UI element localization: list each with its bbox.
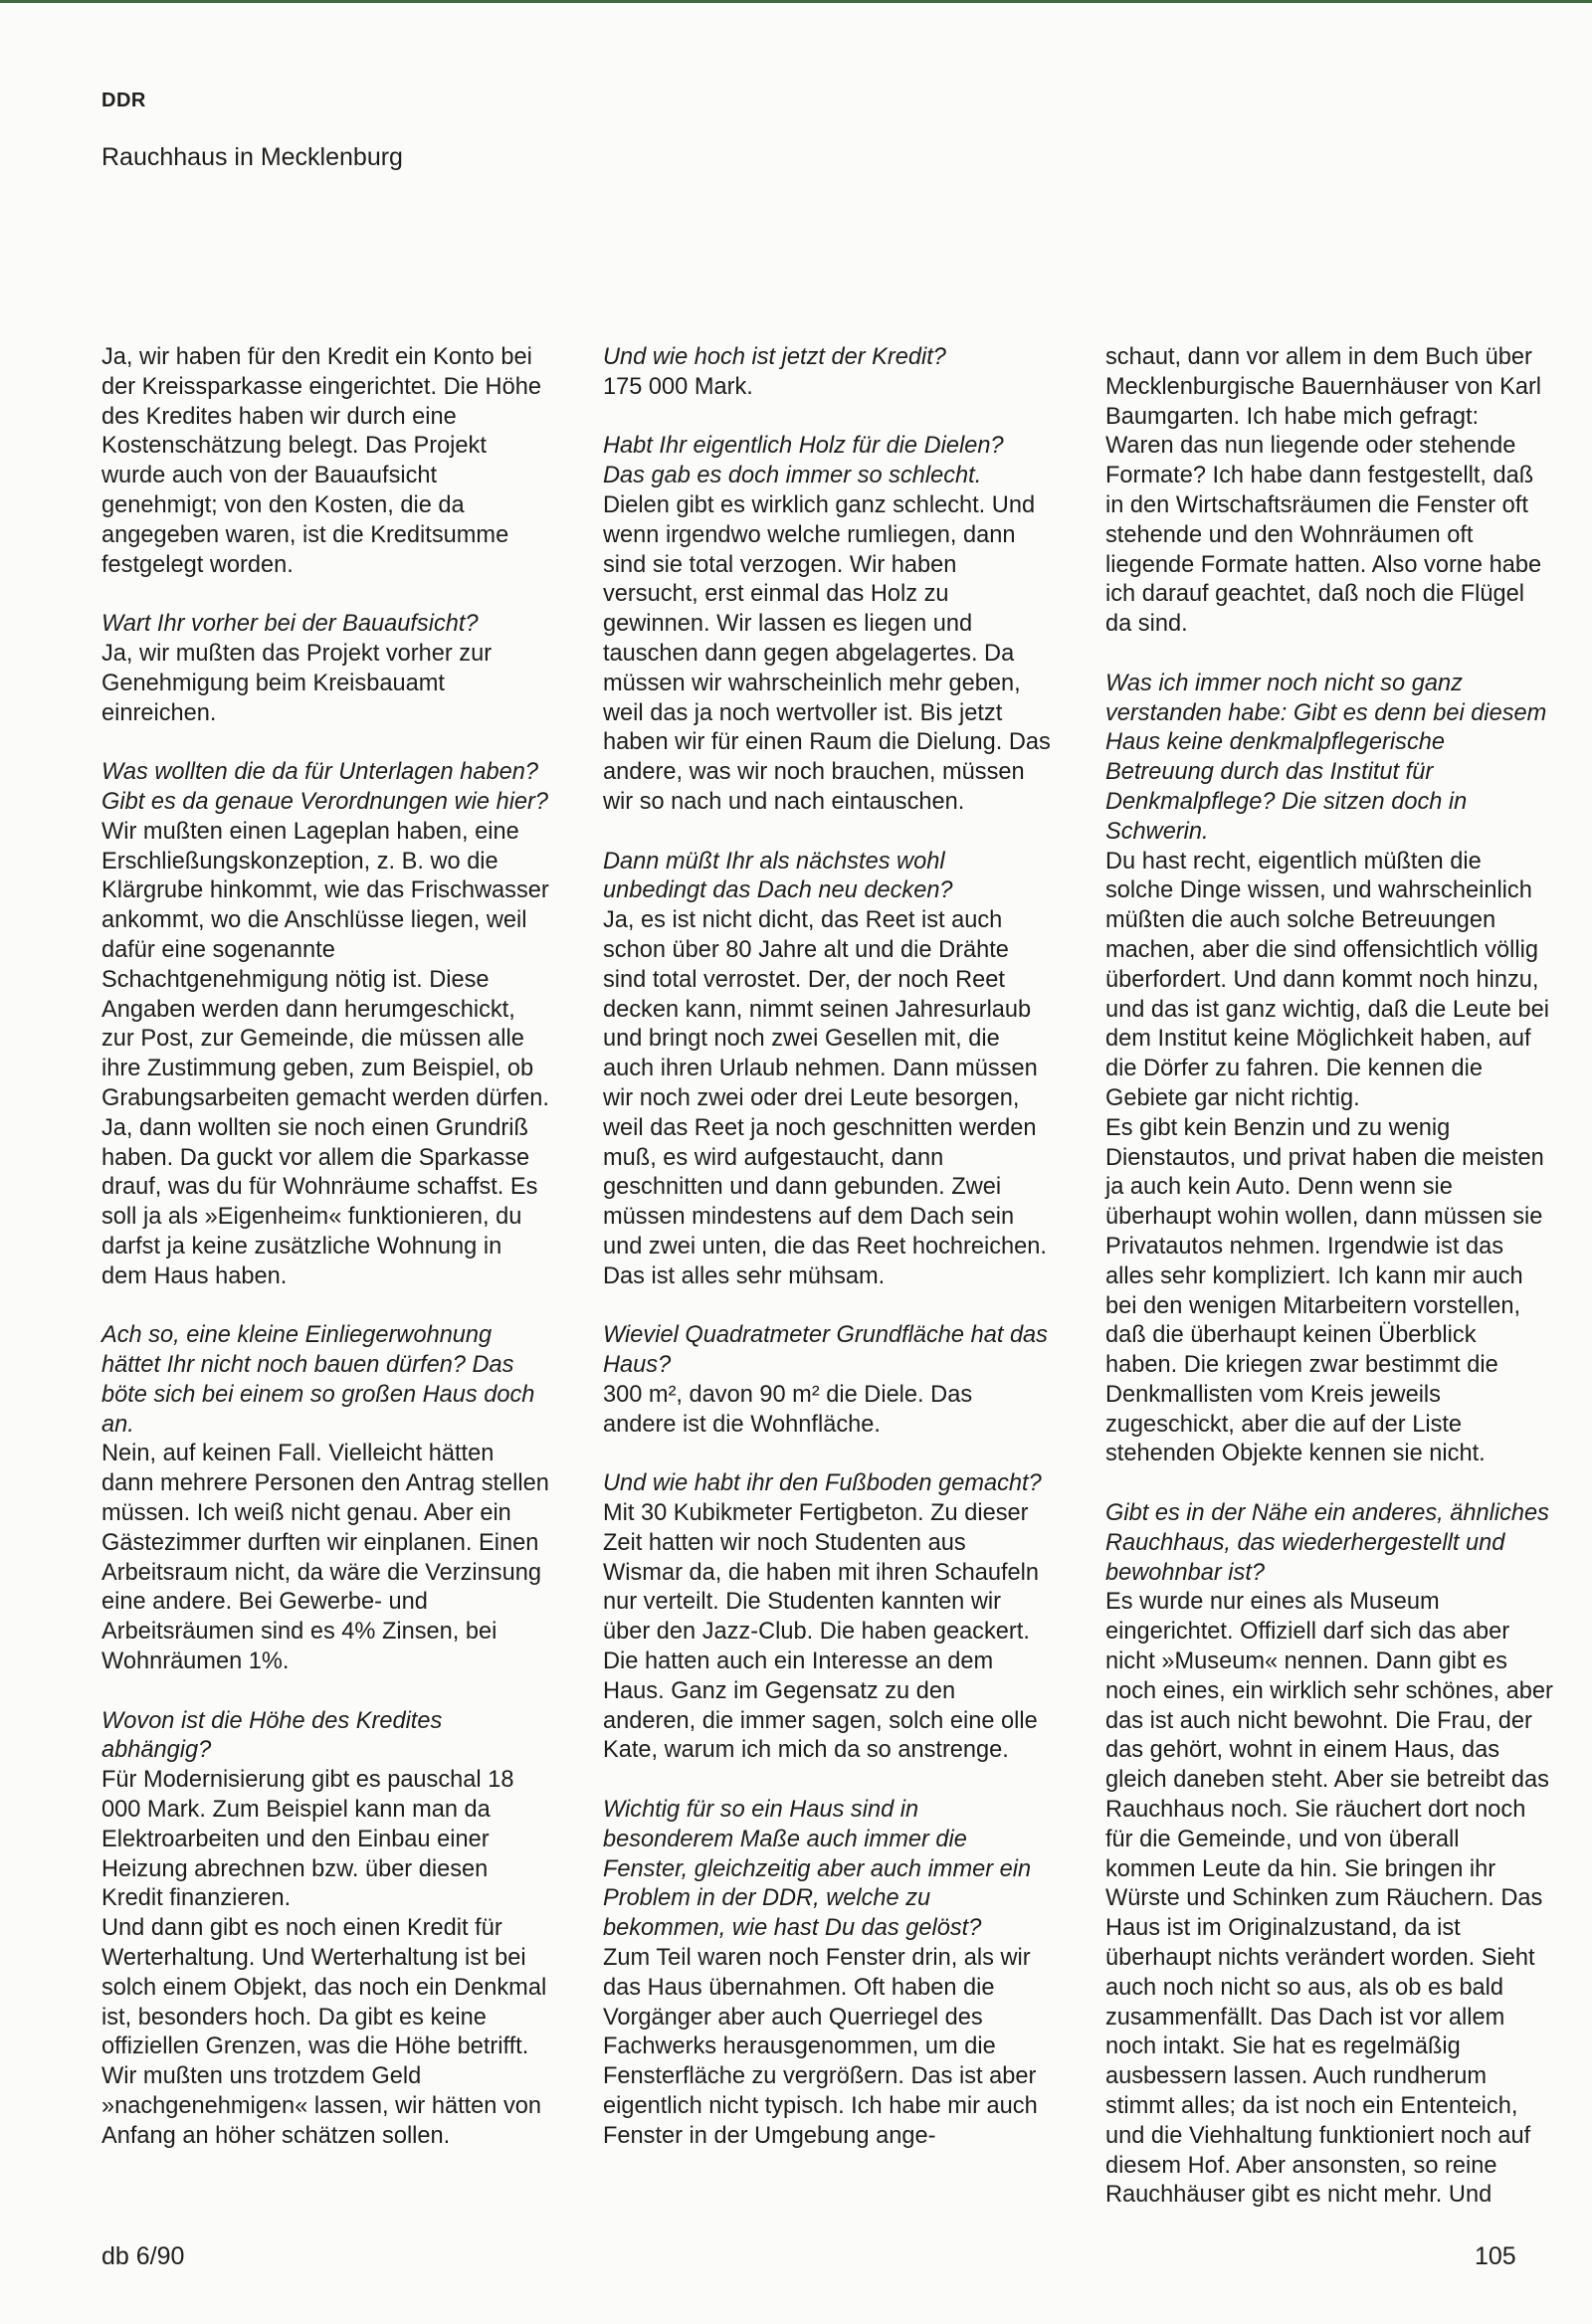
interview-answer: Zum Teil waren noch Fenster drin, als wir das Haus übernahmen. Oft haben die Vorgänger aber auch Querriegel des Fachwerks herausgenommen, um die Fensterfläche zu vergrößern. Das ist aber eigentlich nicht typisch. Ich habe mir auch Fenster in der Umgebung ange- <box>603 1945 1038 2149</box>
issue-label: db 6/90 <box>101 2242 185 2270</box>
interview-question: Und wie habt ihr den Fußboden gemacht? <box>603 1470 1042 1497</box>
interview-answer: Nein, auf keinen Fall. Vielleicht hätten dann mehrere Personen den Antrag stellen müssen. Ich weiß nicht genau. Aber ein Gästezimmer durften wir einplanen. Einen Arbeitsraum nicht, da wäre die Verzinsung eine andere. Bei Gewerbe- und Arbeitsräumen sind es 4% Zinsen, bei Wohnräumen 1%. <box>101 1441 549 1675</box>
interview-answer: Ja, es ist nicht dicht, das Reet ist auch schon über 80 Jahre alt und die Drähte sind total verrostet. Der, der noch Reet decken kann, nimmt seinen Jahresurlaub und bringt noch zwei Gesellen mit, die auch ihren Urlaub nehmen. Dann müssen wir noch zwei oder drei Leute besorgen, weil das Reet ja noch geschnitten werden muß, es wird aufgestaucht, dann geschnitten und dann gebunden. Zwei müssen mindestens auf dem Dach sein und zwei unten, die das Reet hochreichen. Das ist alles sehr mühsam. <box>603 907 1047 1289</box>
interview-question: Was ich immer noch nicht so ganz verstanden habe: Gibt es denn bei diesem Haus keine denkmalpflegerische Betreuung durch das Institut für Denkmalpflege? Die sitzen doch in Schwerin. <box>1105 670 1547 845</box>
page-number: 105 <box>1475 2242 1516 2270</box>
interview-question: Habt Ihr eigentlich Holz für die Dielen? Das gab es doch immer so schlecht. <box>603 433 1004 489</box>
interview-question: Wichtig für so ein Haus sind in besonderem Maße auch immer die Fenster, gleichzeitig aber auch immer ein Problem in der DDR, welche zu bekommen, wie hast Du das gelöst? <box>603 1797 1032 1942</box>
paragraph <box>603 1469 1051 1766</box>
paragraph <box>101 343 549 580</box>
interview-answer: Wir mußten einen Lageplan haben, eine Erschließungskonzeption, z. B. wo die Klärgrube hinkommt, wie das Frischwasser ankommt, wo die Anschlüsse liegen, weil dafür eine sogenannte Schachtgenehmigung nötig ist. Diese Angaben werden dann herumgeschickt, zur Post, zur Gemeinde, die müssen alle ihre Zustimmung geben, zum Beispiel, ob Grabungsarbeiten gemacht werden dürfen. Ja, dann wollten sie noch einen Grundriß haben. Da guckt vor allem die Sparkasse drauf, was du für Wohnräume schaffst. Es soll ja als »Eigenheim« funktionieren, du darfst ja keine zusätzliche Wohnung in dem Haus haben. <box>101 818 549 1289</box>
interview-answer: Du hast recht, eigentlich müßten die solche Dinge wissen, und wahrscheinlich müßten die auch solche Betreuungen machen, aber die sind offensichtlich völlig überfordert. Und dann kommt noch hinzu, und das ist ganz wichtig, daß die Leute bei dem Institut keine Möglichkeit haben, auf die Dörfer zu fahren. Die kennen die Gebiete gar nicht richtig. Es gibt kein Benzin und zu wenig Dienstautos, und privat haben die meisten ja auch kein Auto. Denn wenn sie überhaupt wohin wollen, dann müssen sie Privatautos nehmen. Irgendwie ist das alles sehr kompliziert. Ich kann mir auch bei den wenigen Mitarbeitern vorstellen, daß die überhaupt keinen Überblick haben. Die kriegen zwar bestimmt die Denkmallisten vom Kreis jeweils zugeschickt, aber die auf der Liste stehenden Objekte kennen sie nicht. <box>1105 848 1549 1467</box>
paragraph <box>101 610 549 728</box>
paragraph <box>603 432 1051 817</box>
article-title: Rauchhaus in Mecklenburg <box>101 143 403 171</box>
paragraph <box>101 758 549 1291</box>
text-column-2 <box>603 343 1051 2181</box>
interview-answer: Mit 30 Kubikmeter Fertigbeton. Zu dieser Zeit hatten wir noch Studenten aus Wismar da, die haben mit ihren Schaufeln nur verteilt. Die Studenten kannten wir über den Jazz-Club. Die haben geackert. Die hatten auch ein Interesse an dem Haus. Ganz im Gegensatz zu den anderen, die immer sagen, solch eine olle Kate, warum ich mich da so anstrenge. <box>603 1500 1040 1764</box>
paragraph <box>1105 670 1553 1470</box>
interview-answer: Dielen gibt es wirklich ganz schlecht. Und wenn irgendwo welche rumliegen, dann sind sie total verzogen. Wir haben versucht, erst einmal das Holz zu gewinnen. Wir lassen es liegen und tauschen dann gegen abgelagertes. Da müssen wir wahrscheinlich mehr geben, weil das ja noch wertvoller ist. Bis jetzt haben wir für einen Raum die Dielung. Das andere, was wir noch brauchen, müssen wir so nach und nach eintauschen. <box>603 491 1051 815</box>
paragraph <box>603 343 1051 403</box>
paragraph <box>1105 1499 1553 2211</box>
section-label: DDR <box>101 90 146 111</box>
interview-question: Dann müßt Ihr als nächstes wohl unbedingt das Dach neu decken? <box>603 848 953 904</box>
interview-question: Gibt es in der Nähe ein anderes, ähnliches Rauchhaus, das wiederhergestellt und bewohnbar ist? <box>1105 1500 1549 1586</box>
paragraph <box>1105 343 1553 640</box>
text-column-3 <box>1105 343 1553 2240</box>
interview-question: Wovon ist die Höhe des Kredites abhängig? <box>101 1707 443 1764</box>
paragraph <box>603 1796 1051 2152</box>
paragraph <box>101 1321 549 1677</box>
text-column-1 <box>101 343 549 2181</box>
interview-answer: Für Modernisierung gibt es pauschal 18 000 Mark. Zum Beispiel kann man da Elektroarbeiten und den Einbau einer Heizung abrechnen bzw. über diesen Kredit finanzieren. Und dann gibt es noch einen Kredit für Werterhaltung. Und Werterhaltung ist bei solch einem Objekt, das noch ein Denkmal ist, besonders hoch. Da gibt es keine offiziellen Grenzen, was die Höhe betrifft. Wir mußten uns trotzdem Geld »nachgenehmigen« lassen, wir hätten von Anfang an höher schätzen sollen. <box>101 1767 547 2149</box>
paragraph <box>603 1321 1051 1440</box>
interview-question: Wart Ihr vorher bei der Bauaufsicht? <box>101 611 479 638</box>
interview-answer: Ja, wir mußten das Projekt vorher zur Genehmigung beim Kreisbauamt einreichen. <box>101 640 493 726</box>
interview-question: Und wie hoch ist jetzt der Kredit? <box>603 344 946 370</box>
interview-question: Was wollten die da für Unterlagen haben? Gibt es da genaue Verordnungen wie hier? <box>101 759 549 815</box>
interview-answer: Ja, wir haben für den Kredit ein Konto bei der Kreissparkasse eingerichtet. Die Höhe des Kredites haben wir durch eine Kostenschätzung belegt. Das Projekt wurde auch von der Bauaufsicht genehmigt; von den Kosten, die da angegeben waren, ist die Kreditsumme festgelegt worden. <box>101 344 541 578</box>
interview-answer: 175 000 Mark. <box>603 373 753 400</box>
interview-question: Ach so, eine kleine Einliegerwohnung hättet Ihr nicht noch bauen dürfen? Das böte sich bei einem so großen Haus doch an. <box>101 1322 535 1438</box>
paragraph <box>603 848 1051 1292</box>
interview-answer: schaut, dann vor allem in dem Buch über Mecklenburgische Bauernhäuser von Karl Baumgarten. Ich habe mich gefragt: Waren das nun liegende oder stehende Formate? Ich habe dann festgestellt, daß in den Wirtschaftsräumen die Fenster oft stehende und den Wohnräumen oft liegende Formate hatten. Also vorne habe ich darauf geachtet, daß noch die Flügel da sind. <box>1105 344 1542 638</box>
interview-answer: 300 m², davon 90 m² die Diele. Das andere ist die Wohnfläche. <box>603 1381 973 1438</box>
paragraph <box>101 1707 549 2152</box>
interview-question: Wieviel Quadratmeter Grundfläche hat das Haus? <box>603 1322 1048 1379</box>
interview-answer: Es wurde nur eines als Museum eingerichtet. Offiziell darf sich das aber nicht »Museum« nennen. Dann gibt es noch eines, ein wirklich sehr schönes, aber das ist auch nicht bewohnt. Die Frau, der das gehört, wohnt in einem Haus, das gleich daneben steht. Aber sie betreibt das Rauchhaus noch. Sie räuchert dort noch für die Gemeinde, und von überall kommen Leute da hin. Sie bringen ihr Würste und Schinken zum Räuchern. Das Haus ist im Originalzustand, da ist überhaupt nichts verändert worden. Sieht auch noch nicht so aus, als ob es bald zusammenfällt. Das Dach ist vor allem noch intakt. Sie hat es regelmäßig ausbessern lassen. Auch rundherum stimmt alles; da ist noch ein Ententeich, und die Viehhaltung funktioniert noch auf diesem Hof. Aber ansonsten, so reine Rauchhäuser gibt es nicht mehr. Und <box>1105 1589 1553 2209</box>
top-rule <box>0 0 1592 3</box>
